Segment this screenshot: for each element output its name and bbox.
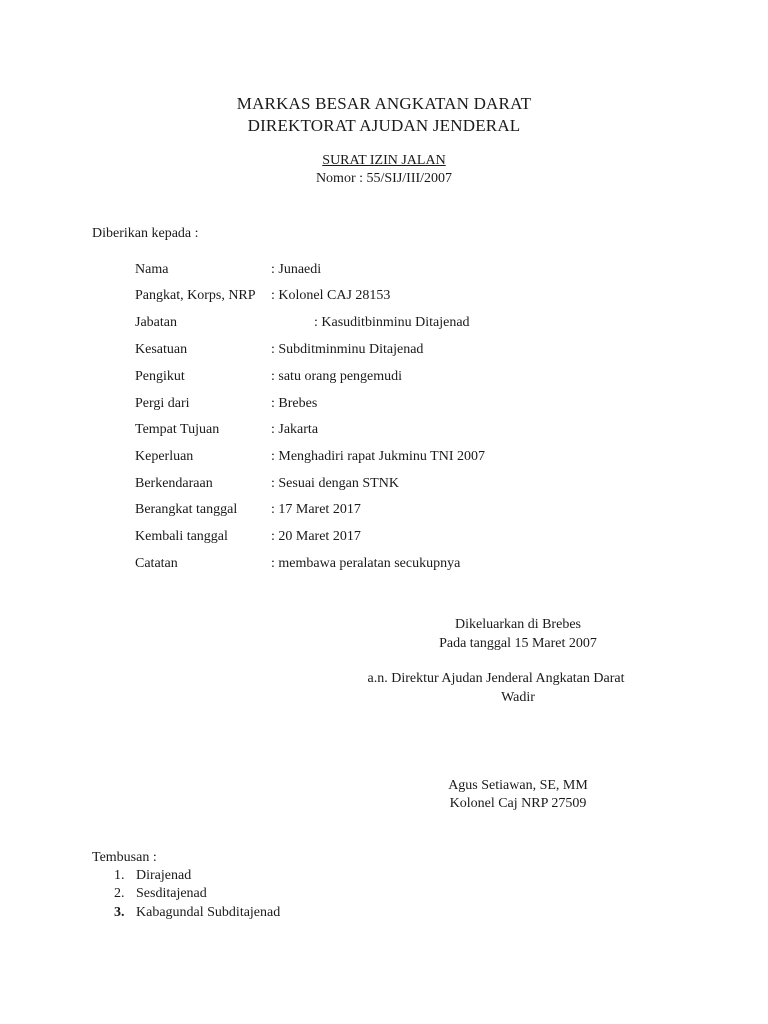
issued-place: Dikeluarkan di Brebes [455, 617, 581, 632]
detail-label-berangkat: Berangkat tanggal [135, 502, 238, 517]
detail-value-nama: : Junaedi [271, 262, 322, 277]
detail-label-catatan: Catatan [135, 556, 178, 571]
detail-label-keperluan: Keperluan [135, 449, 194, 464]
signature-on-behalf: a.n. Direktur Ajudan Jenderal Angkatan Darat [367, 671, 625, 686]
copy-item: Sesditajenad [136, 886, 207, 901]
intro-text: Diberikan kepada : [92, 226, 199, 241]
detail-value-pengikut: : satu orang pengemudi [271, 369, 403, 384]
detail-label-pengikut: Pengikut [135, 369, 185, 384]
detail-value-pangkat: : Kolonel CAJ 28153 [271, 288, 391, 303]
document-title-text: SURAT IZIN JALAN [322, 153, 446, 168]
detail-value-keperluan: : Menghadiri rapat Jukminu TNI 2007 [271, 449, 485, 464]
detail-label-pangkat: Pangkat, Korps, NRP [135, 288, 256, 303]
copy-item: Dirajenad [136, 868, 192, 883]
detail-label-tempat-tujuan: Tempat Tujuan [135, 422, 220, 437]
issued-date: Pada tanggal 15 Maret 2007 [439, 636, 597, 651]
copies-heading: Tembusan : [92, 850, 157, 865]
copy-number: 3. [114, 905, 125, 920]
detail-value-tempat-tujuan: : Jakarta [271, 422, 319, 437]
header-line-2: DIREKTORAT AJUDAN JENDERAL [247, 116, 521, 135]
detail-value-catatan: : membawa peralatan secukupnya [271, 556, 461, 571]
header-line-1: MARKAS BESAR ANGKATAN DARAT [236, 94, 532, 113]
signature-name: Agus Setiawan, SE, MM [448, 778, 588, 793]
detail-label-pergi-dari: Pergi dari [135, 396, 190, 411]
signature-role: Wadir [501, 690, 535, 705]
detail-label-kesatuan: Kesatuan [135, 342, 188, 357]
detail-value-kesatuan: : Subditminminu Ditajenad [271, 342, 424, 357]
document-title [0, 153, 768, 169]
signature-rank: Kolonel Caj NRP 27509 [449, 796, 587, 811]
detail-value-kembali: : 20 Maret 2017 [271, 529, 361, 544]
copy-number: 2. [114, 886, 125, 901]
detail-value-jabatan: : Kasuditbinminu Ditajenad [314, 315, 470, 330]
detail-label-kembali: Kembali tanggal [135, 529, 228, 544]
copy-item: Kabagundal Subditajenad [136, 905, 281, 920]
detail-value-pergi-dari: : Brebes [271, 396, 318, 411]
copy-number: 1. [114, 868, 125, 883]
document-number: Nomor : 55/SIJ/III/2007 [315, 171, 453, 186]
detail-label-jabatan: Jabatan [135, 315, 177, 330]
detail-value-berangkat: : 17 Maret 2017 [271, 502, 361, 517]
detail-label-nama: Nama [135, 262, 169, 277]
detail-label-berkendaraan: Berkendaraan [135, 476, 213, 491]
detail-value-berkendaraan: : Sesuai dengan STNK [271, 476, 399, 491]
